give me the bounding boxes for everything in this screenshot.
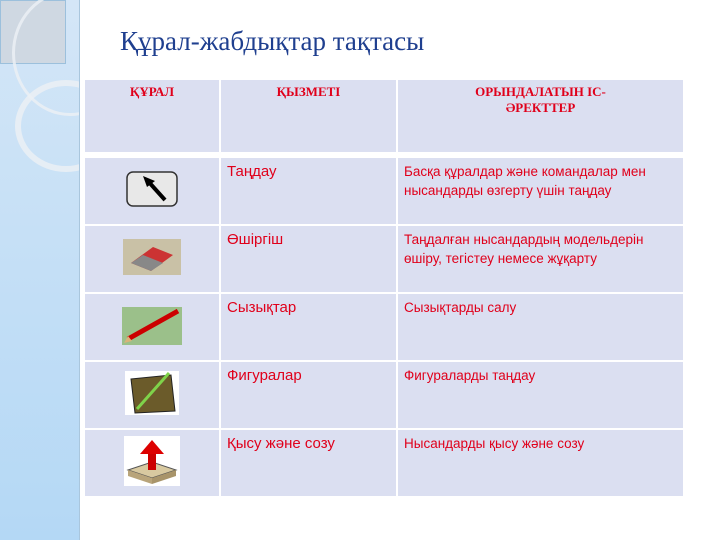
action-cell: Басқа құралдар және командалар мен нысандарды өзгерту үшін таңдау (398, 158, 683, 224)
table-row (85, 430, 683, 496)
action-cell: Сызықтарды салу (398, 294, 683, 360)
table-row (85, 158, 683, 224)
function-cell: Таңдау (221, 158, 396, 224)
table-row (85, 294, 683, 360)
table-row (85, 362, 683, 428)
action-cell: Таңдалған нысандардың модельдерін өшіру, тегістеу немесе жұқарту (398, 226, 683, 292)
table-row (85, 226, 683, 292)
eraser-icon (123, 239, 181, 275)
page-title: Құрал-жабдықтар тақтасы (120, 26, 425, 56)
arrow-select-icon (125, 170, 179, 208)
header-actions: ОРЫНДАЛАТЫН ІС-ӘРЕКТТЕР (398, 80, 683, 156)
function-cell: Фигуралар (221, 362, 396, 428)
action-cell: Фигураларды таңдау (398, 362, 683, 428)
action-cell: Нысандарды қысу және созу (398, 430, 683, 496)
function-cell: Қысу және созу (221, 430, 396, 496)
header-function: ҚЫЗМЕТІ (221, 80, 396, 156)
header-tool: ҚҰРАЛ (85, 80, 219, 156)
function-cell: Сызықтар (221, 294, 396, 360)
decorative-sidebar (0, 0, 80, 540)
push-pull-icon (124, 436, 180, 486)
pencil-icon (122, 305, 182, 345)
shapes-icon (125, 371, 179, 415)
function-cell: Өшіргіш (221, 226, 396, 292)
tools-table (83, 78, 685, 498)
